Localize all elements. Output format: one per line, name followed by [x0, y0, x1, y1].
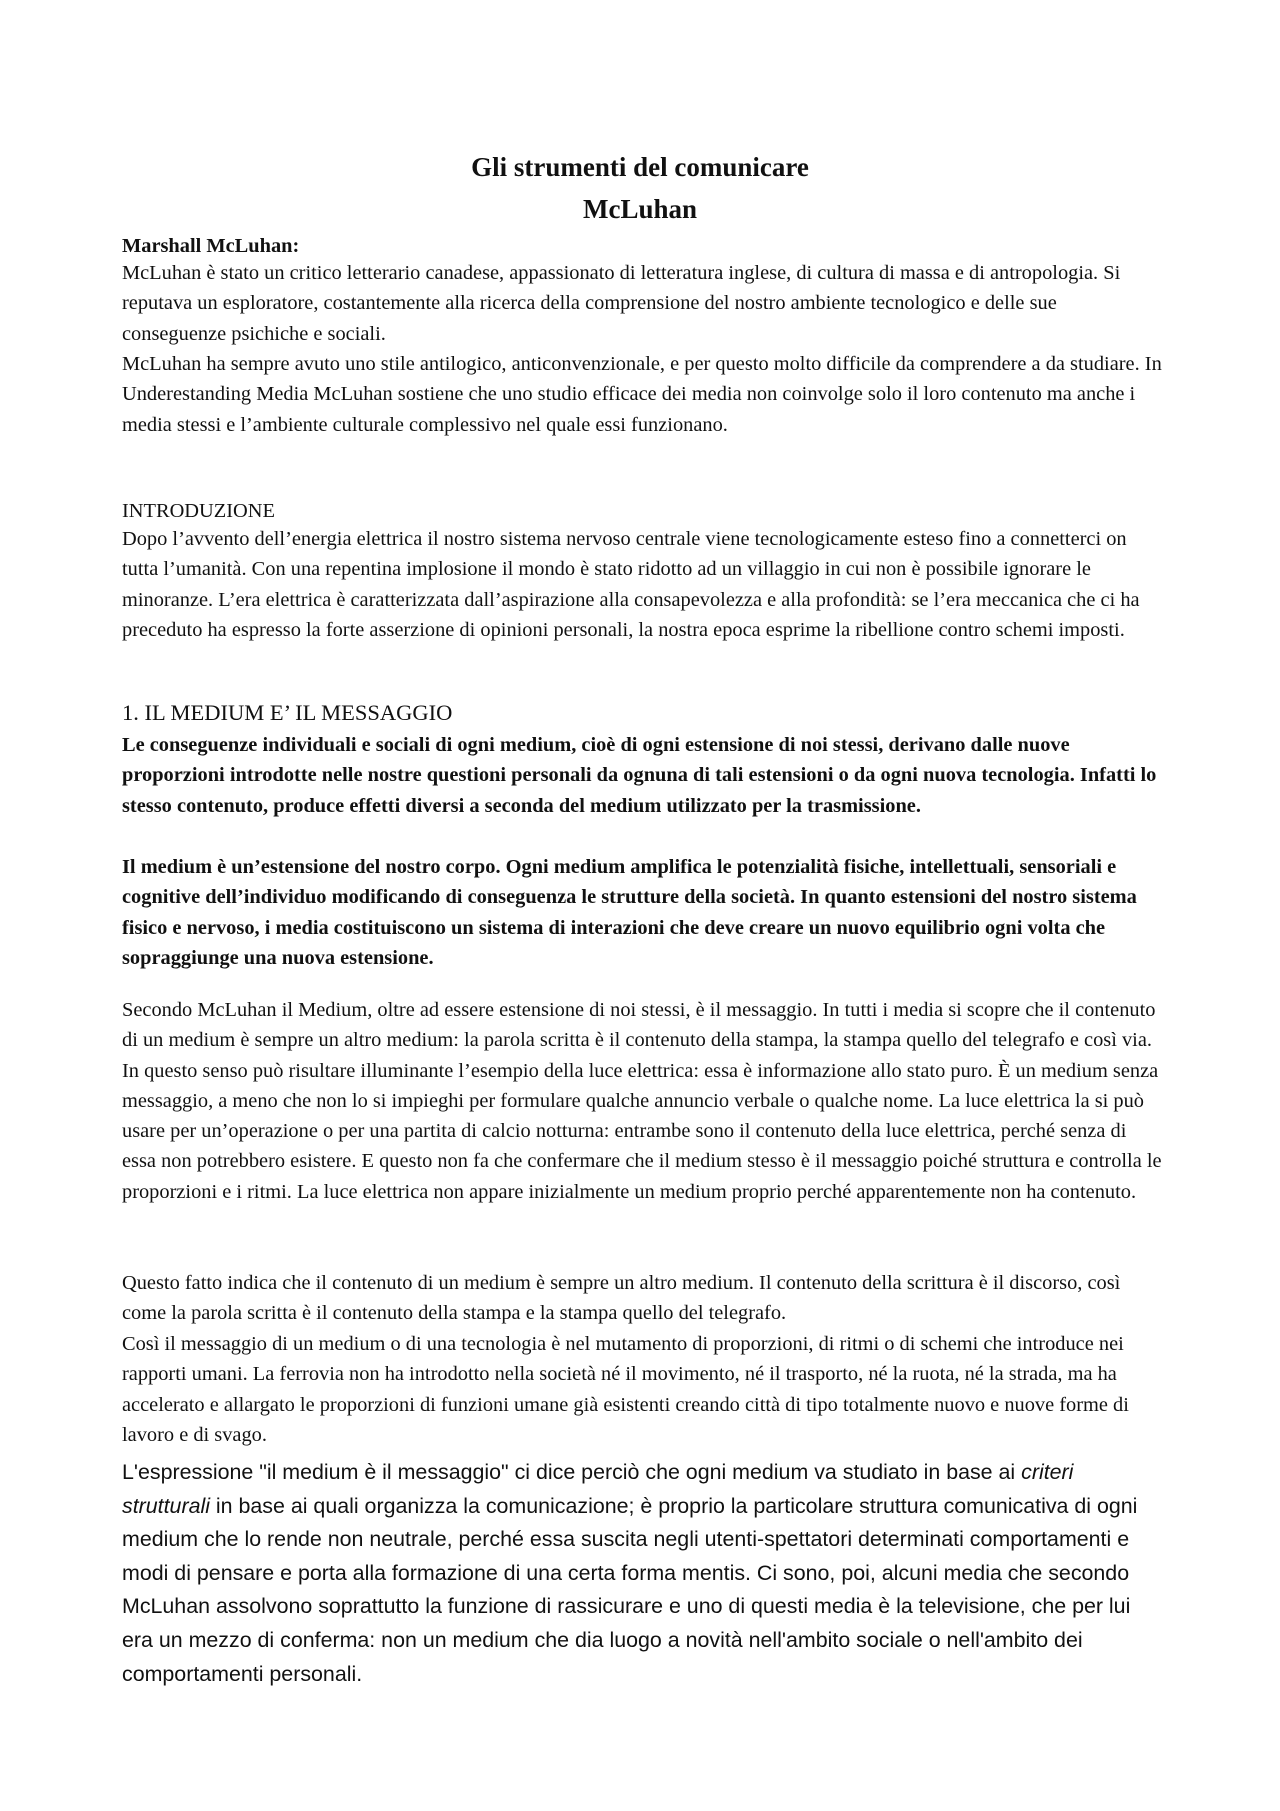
- bio-paragraph: McLuhan è stato un critico letterario canadese, appassionato di letteratura inglese, di cultura di massa e di antropologia. Si reputava un esploratore, costantemente alla ricerca della comprensione del nostro ambiente tecnologico e delle sue conseguenze psichiche e sociali.: [122, 262, 1121, 345]
- section-heading: 1. IL MEDIUM E’ IL MESSAGGIO: [122, 700, 453, 725]
- body-paragraph: Questo fatto indica che il contenuto di un medium è sempre un altro medium. Il contenuto della scrittura è il discorso, così come la parola scritta è il contenuto della stampa e la stampa quello del telegrafo.: [122, 1272, 1121, 1325]
- closing-italic-text: criteri strutturali: [122, 1460, 1074, 1518]
- author-heading: Marshall McLuhan:: [122, 235, 300, 257]
- closing-paragraph: [122, 1456, 1167, 1691]
- intro-heading: INTRODUZIONE: [122, 500, 275, 522]
- body-paragraph: Così il messaggio di un medium o di una tecnologia è nel mutamento di proporzioni, di ritmi o di schemi che introduce nei rapporti umani. La ferrovia non ha introdotto nella società né il movimento, né il trasporto, né la ruota, né la strada, ma ha accelerato e allargato le proporzioni di funzioni umane già esistenti creando città di tipo totalmente nuovo e nuove forme di lavoro e di svago.: [122, 1333, 1129, 1446]
- section-bold-paragraph: Il medium è un’estensione del nostro corpo. Ogni medium amplifica le potenzialità fisiche, intellettuali, sensoriali e cognitive dell’individuo modificando di conseguenza le strutture della società. In quanto estensioni del nostro sistema fisico e nervoso, i media costituiscono un sistema di interazioni che deve creare un nuovo equilibrio ogni volta che sopraggiunge una nuova estensione.: [122, 856, 1137, 969]
- section-bold-paragraph: Le conseguenze individuali e sociali di ogni medium, cioè di ogni estensione di noi stessi, derivano dalle nuove proporzioni introdotte nelle nostre questioni personali da ognuna di tali estensioni o da ogni nuova tecnologia. Infatti lo stesso contenuto, produce effetti diversi a seconda del medium utilizzato per la trasmissione.: [122, 734, 1157, 817]
- bio-paragraph: McLuhan ha sempre avuto uno stile antilogico, anticonvenzionale, e per questo molto difficile da comprendere a da studiare. In Underestanding Media McLuhan sostiene che uno studio efficace dei media non coinvolge solo il loro contenuto ma anche i media stessi e l’ambiente culturale complessivo nel quale essi funzionano.: [122, 353, 1162, 436]
- closing-text: L'espressione "il medium è il messaggio" ci dice perciò che ogni medium va studiato in base ai: [122, 1460, 1022, 1484]
- document-subtitle: McLuhan: [582, 194, 698, 224]
- document-title: Gli strumenti del comunicare: [471, 152, 809, 182]
- body-paragraph: Secondo McLuhan il Medium, oltre ad essere estensione di noi stessi, è il messaggio. In tutti i media si scopre che il contenuto di un medium è sempre un altro medium: la parola scritta è il contenuto della stampa, la stampa quello del telegrafo e così via. In questo senso può risultare illuminante l’esempio della luce elettrica: essa è informazione allo stato puro. È un medium senza messaggio, a meno che non lo si impieghi per formulare qualche annuncio verbale o qualche nome. La luce elettrica la si può usare per un’operazione o per una partita di calcio notturna: entrambe sono il contenuto della luce elettrica, perché senza di essa non potrebbero esistere. E questo non fa che confermare che il medium stesso è il messaggio poiché struttura e controlla le proporzioni e i ritmi. La luce elettrica non appare inizialmente un medium proprio perché apparentemente non ha contenuto.: [122, 999, 1162, 1203]
- intro-paragraph: Dopo l’avvento dell’energia elettrica il nostro sistema nervoso centrale viene tecnologicamente esteso fino a connetterci on tutta l’umanità. Con una repentina implosione il mondo è stato ridotto ad un villaggio in cui non è possibile ignorare le minoranze. L’era elettrica è caratterizzata dall’aspirazione alla consapevolezza e alla profondità: se l’era meccanica che ci ha preceduto ha espresso la forte asserzione di opinioni personali, la nostra epoca esprime la ribellione contro schemi imposti.: [122, 528, 1140, 641]
- closing-text: in base ai quali organizza la comunicazione; è proprio la particolare struttura comunicativa di ogni medium che lo rende non neutrale, perché essa suscita negli utenti-spettatori determinati comportamenti e modi di pensare e porta alla formazione di una certa forma mentis. Ci sono, poi, alcuni media che secondo McLuhan assolvono soprattutto la funzione di rassicurare e uno di questi media è la televisione, che per lui era un mezzo di conferma: non un medium che dia luogo a novità nell'ambito sociale o nell'ambito dei comportamenti personali.: [122, 1493, 1138, 1686]
